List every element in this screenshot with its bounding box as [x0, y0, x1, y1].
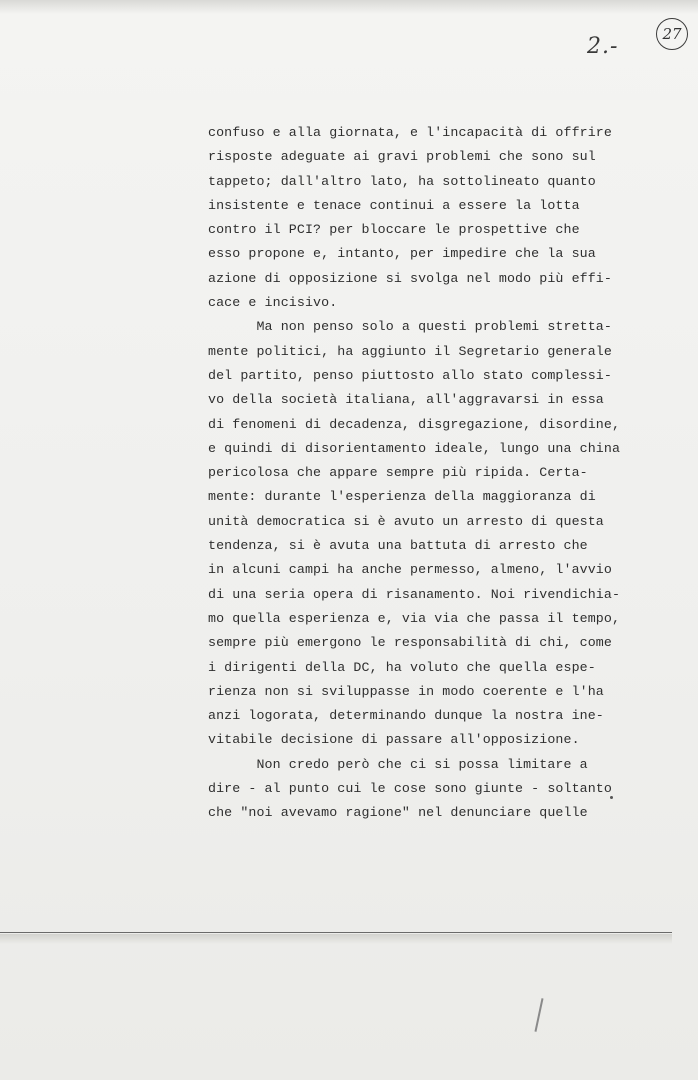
text-line: del partito, penso piuttosto allo stato complessi-	[208, 367, 612, 383]
text-line: insistente e tenace continui a essere la lotta	[208, 197, 580, 213]
ink-speck	[610, 796, 613, 799]
archive-number: 27	[662, 25, 682, 43]
text-line: mo quella esperienza e, via via che passa il tempo,	[208, 610, 621, 626]
scan-edge-shadow	[0, 0, 698, 14]
text-line: tendenza, si è avuta una battuta di arresto che	[208, 538, 588, 554]
text-line: esso propone e, intanto, per impedire che la sua	[208, 246, 596, 262]
text-line: contro il PCI? per bloccare le prospettive che	[208, 222, 580, 238]
text-line: Ma non penso solo a questi problemi stretta-	[208, 319, 612, 335]
horizontal-rule	[0, 932, 672, 933]
text-line: pericolosa che appare sempre più ripida. Certa-	[208, 465, 588, 481]
text-line: anzi logorata, determinando dunque la nostra ine-	[208, 708, 604, 724]
text-line: rienza non si sviluppasse in modo coerente e l'ha	[208, 683, 604, 699]
text-line: azione di opposizione si svolga nel modo più effi-	[208, 270, 612, 286]
text-line: vo della società italiana, all'aggravarsi in essa	[208, 392, 604, 408]
pencil-mark	[534, 998, 543, 1032]
text-line: di fenomeni di decadenza, disgregazione, disordine,	[208, 416, 621, 432]
text-line: risposte adeguate ai gravi problemi che sono sul	[208, 149, 596, 165]
text-line: di una seria opera di risanamento. Noi rivendichia-	[208, 586, 621, 602]
text-line: sempre più emergono le responsabilità di chi, come	[208, 635, 612, 651]
scan-fold-shadow	[0, 934, 672, 944]
text-line: in alcuni campi ha anche permesso, almeno, l'avvio	[208, 562, 612, 578]
text-line: e quindi di disorientamento ideale, lungo una china	[208, 440, 621, 456]
body-text	[208, 121, 628, 826]
archive-number-stamp	[656, 18, 688, 50]
text-line: mente: durante l'esperienza della maggioranza di	[208, 489, 596, 505]
text-line: Non credo però che ci si possa limitare a	[208, 756, 588, 772]
text-line: dire - al punto cui le cose sono giunte - soltanto	[208, 781, 612, 797]
text-line: mente politici, ha aggiunto il Segretario generale	[208, 343, 612, 359]
text-line: unità democratica si è avuto un arresto di questa	[208, 513, 604, 529]
page-number: 2.-	[587, 34, 619, 59]
text-line: i dirigenti della DC, ha voluto che quella espe-	[208, 659, 596, 675]
text-line: confuso e alla giornata, e l'incapacità di offrire	[208, 125, 612, 140]
text-line: vitabile decisione di passare all'opposizione.	[208, 732, 580, 748]
text-line: tappeto; dall'altro lato, ha sottolineato quanto	[208, 173, 596, 189]
text-line: che "noi avevamo ragione" nel denunciare quelle	[208, 805, 588, 821]
text-line: cace e incisivo.	[208, 295, 338, 311]
